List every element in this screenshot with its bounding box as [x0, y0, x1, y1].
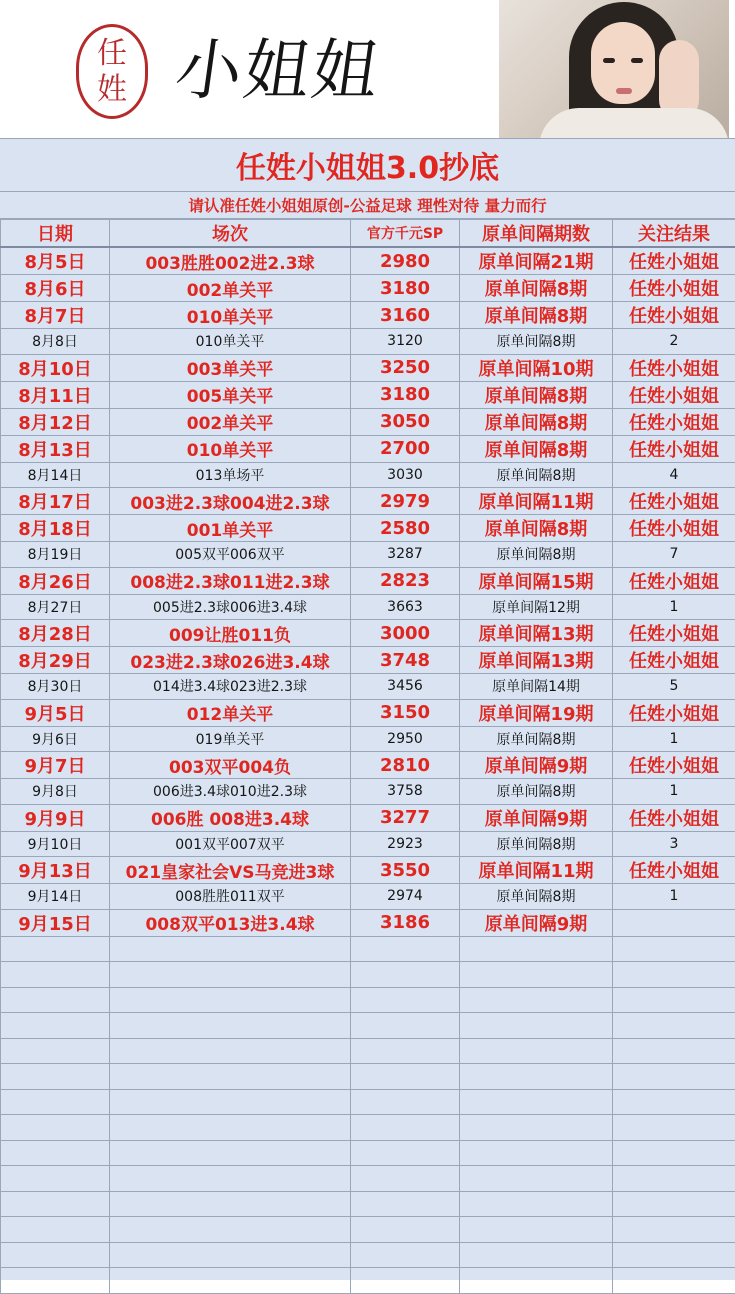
empty-cell [110, 1038, 351, 1064]
empty-row [1, 936, 735, 962]
empty-cell [110, 1217, 351, 1243]
empty-cell [351, 1115, 460, 1141]
empty-row [1, 987, 735, 1013]
empty-cell [613, 936, 735, 962]
cell-sp: 3550 [351, 857, 460, 884]
empty-row [1, 1191, 735, 1217]
empty-cell [613, 1166, 735, 1192]
cell-date: 8月14日 [1, 462, 110, 488]
cell-interval: 原单间隔8期 [460, 831, 613, 857]
empty-cell [110, 936, 351, 962]
cell-match: 009让胜011负 [110, 620, 351, 647]
cell-date: 8月29日 [1, 647, 110, 674]
cell-date: 8月6日 [1, 275, 110, 302]
cell-result: 任姓小姐姐 [613, 488, 735, 515]
cell-match: 008胜胜011双平 [110, 884, 351, 910]
cell-interval: 原单间隔8期 [460, 515, 613, 542]
empty-cell [110, 1191, 351, 1217]
table-row [1, 620, 735, 647]
empty-cell [351, 1140, 460, 1166]
column-header-interval: 原单间隔期数 [460, 220, 613, 248]
empty-cell [460, 1089, 613, 1115]
profile-photo [499, 0, 729, 138]
cell-sp: 3030 [351, 462, 460, 488]
empty-cell [1, 1013, 110, 1039]
table-row [1, 831, 735, 857]
empty-cell [110, 1140, 351, 1166]
cell-sp: 2980 [351, 247, 460, 275]
cell-match: 021皇家社会VS马竞进3球 [110, 857, 351, 884]
empty-row [1, 1268, 735, 1294]
cell-date: 9月5日 [1, 699, 110, 726]
empty-cell [460, 1166, 613, 1192]
empty-cell [1, 962, 110, 988]
cell-date: 8月17日 [1, 488, 110, 515]
cell-match: 019单关平 [110, 726, 351, 752]
cell-result: 1 [613, 594, 735, 620]
cell-result: 任姓小姐姐 [613, 275, 735, 302]
empty-row [1, 1064, 735, 1090]
cell-interval: 原单间隔8期 [460, 381, 613, 408]
cell-match: 010单关平 [110, 329, 351, 355]
cell-match: 003进2.3球004进2.3球 [110, 488, 351, 515]
cell-interval: 原单间隔8期 [460, 462, 613, 488]
cell-date: 9月6日 [1, 726, 110, 752]
cell-sp: 3277 [351, 804, 460, 831]
cell-match: 003胜胜002进2.3球 [110, 247, 351, 275]
table-row [1, 488, 735, 515]
empty-cell [1, 1140, 110, 1166]
cell-match: 002单关平 [110, 275, 351, 302]
cell-interval: 原单间隔8期 [460, 408, 613, 435]
table-header-row [1, 220, 735, 248]
empty-cell [460, 936, 613, 962]
empty-cell [351, 1191, 460, 1217]
empty-cell [1, 1064, 110, 1090]
cell-sp: 3180 [351, 275, 460, 302]
cell-sp: 3150 [351, 699, 460, 726]
table-row [1, 857, 735, 884]
column-header-date: 日期 [1, 220, 110, 248]
cell-sp: 3000 [351, 620, 460, 647]
cell-date: 8月30日 [1, 674, 110, 700]
empty-row [1, 1038, 735, 1064]
cell-result: 任姓小姐姐 [613, 647, 735, 674]
cell-sp: 3758 [351, 779, 460, 805]
cell-sp: 2923 [351, 831, 460, 857]
cell-date: 9月7日 [1, 752, 110, 779]
empty-cell [1, 1115, 110, 1141]
brand-logo-text: 小姐姐 [170, 26, 387, 116]
cell-match: 003双平004负 [110, 752, 351, 779]
column-header-match: 场次 [110, 220, 351, 248]
sheet-title: 任姓小姐姐3.0抄底 [0, 138, 735, 192]
cell-result: 任姓小姐姐 [613, 752, 735, 779]
cell-date: 8月12日 [1, 408, 110, 435]
cell-interval: 原单间隔8期 [460, 275, 613, 302]
empty-cell [460, 1140, 613, 1166]
cell-date: 9月9日 [1, 804, 110, 831]
empty-cell [351, 936, 460, 962]
empty-row [1, 1166, 735, 1192]
empty-cell [351, 1217, 460, 1243]
cell-interval: 原单间隔13期 [460, 647, 613, 674]
cell-sp: 3186 [351, 909, 460, 936]
cell-date: 8月18日 [1, 515, 110, 542]
empty-cell [351, 1089, 460, 1115]
cell-sp: 3748 [351, 647, 460, 674]
empty-cell [613, 1268, 735, 1294]
table-row [1, 354, 735, 381]
seal-char-2: 姓 [97, 72, 127, 108]
empty-cell [110, 1013, 351, 1039]
cell-sp: 2580 [351, 515, 460, 542]
seal-stamp [76, 24, 148, 119]
empty-cell [613, 1089, 735, 1115]
empty-cell [1, 1038, 110, 1064]
table-row [1, 381, 735, 408]
empty-cell [351, 987, 460, 1013]
empty-cell [460, 1064, 613, 1090]
cell-result: 任姓小姐姐 [613, 247, 735, 275]
spreadsheet [0, 138, 735, 1280]
cell-sp: 2810 [351, 752, 460, 779]
empty-cell [613, 1242, 735, 1268]
empty-cell [351, 1166, 460, 1192]
cell-date: 9月8日 [1, 779, 110, 805]
empty-cell [613, 1038, 735, 1064]
empty-cell [1, 987, 110, 1013]
header-banner [0, 0, 735, 138]
empty-cell [110, 1242, 351, 1268]
table-row [1, 275, 735, 302]
table-row [1, 302, 735, 329]
cell-date: 8月7日 [1, 302, 110, 329]
cell-result: 任姓小姐姐 [613, 515, 735, 542]
empty-cell [460, 1191, 613, 1217]
cell-result [613, 909, 735, 936]
cell-interval: 原单间隔9期 [460, 909, 613, 936]
empty-cell [613, 1115, 735, 1141]
table-row [1, 674, 735, 700]
cell-match: 005双平006双平 [110, 542, 351, 568]
empty-cell [1, 1242, 110, 1268]
seal-char-1: 任 [97, 36, 127, 72]
cell-match: 005单关平 [110, 381, 351, 408]
empty-cell [460, 1217, 613, 1243]
cell-interval: 原单间隔8期 [460, 884, 613, 910]
table-row [1, 408, 735, 435]
cell-result: 任姓小姐姐 [613, 699, 735, 726]
cell-result: 4 [613, 462, 735, 488]
cell-match: 010单关平 [110, 435, 351, 462]
cell-result: 3 [613, 831, 735, 857]
empty-cell [1, 1166, 110, 1192]
empty-cell [351, 1013, 460, 1039]
empty-cell [613, 1140, 735, 1166]
table-row [1, 247, 735, 275]
empty-cell [351, 1038, 460, 1064]
cell-interval: 原单间隔9期 [460, 804, 613, 831]
cell-match: 013单场平 [110, 462, 351, 488]
cell-interval: 原单间隔8期 [460, 726, 613, 752]
empty-cell [460, 1115, 613, 1141]
cell-interval: 原单间隔8期 [460, 302, 613, 329]
empty-cell [613, 962, 735, 988]
empty-row [1, 1115, 735, 1141]
empty-cell [460, 1013, 613, 1039]
empty-cell [1, 1191, 110, 1217]
cell-match: 003单关平 [110, 354, 351, 381]
cell-sp: 3287 [351, 542, 460, 568]
column-header-sp: 官方千元SP [351, 220, 460, 248]
table-row [1, 699, 735, 726]
cell-date: 9月10日 [1, 831, 110, 857]
cell-result: 任姓小姐姐 [613, 857, 735, 884]
empty-cell [613, 1217, 735, 1243]
cell-match: 008双平013进3.4球 [110, 909, 351, 936]
cell-interval: 原单间隔8期 [460, 542, 613, 568]
table-row [1, 435, 735, 462]
empty-cell [460, 1268, 613, 1294]
cell-result: 1 [613, 726, 735, 752]
empty-cell [351, 1242, 460, 1268]
empty-cell [1, 1268, 110, 1294]
cell-result: 2 [613, 329, 735, 355]
cell-match: 005进2.3球006进3.4球 [110, 594, 351, 620]
cell-result: 任姓小姐姐 [613, 567, 735, 594]
empty-row [1, 1089, 735, 1115]
cell-sp: 2700 [351, 435, 460, 462]
cell-date: 8月28日 [1, 620, 110, 647]
empty-cell [351, 1268, 460, 1294]
cell-match: 006胜 008进3.4球 [110, 804, 351, 831]
table-row [1, 726, 735, 752]
table-row [1, 909, 735, 936]
cell-match: 008进2.3球011进2.3球 [110, 567, 351, 594]
cell-match: 023进2.3球026进3.4球 [110, 647, 351, 674]
cell-sp: 2974 [351, 884, 460, 910]
empty-cell [460, 987, 613, 1013]
cell-result: 1 [613, 884, 735, 910]
cell-result: 任姓小姐姐 [613, 620, 735, 647]
cell-date: 8月19日 [1, 542, 110, 568]
cell-interval: 原单间隔8期 [460, 779, 613, 805]
cell-interval: 原单间隔11期 [460, 488, 613, 515]
empty-cell [110, 1089, 351, 1115]
cell-match: 002单关平 [110, 408, 351, 435]
empty-cell [613, 1064, 735, 1090]
table-row [1, 594, 735, 620]
cell-sp: 3160 [351, 302, 460, 329]
table-body [1, 247, 735, 1293]
cell-result: 7 [613, 542, 735, 568]
cell-date: 8月11日 [1, 381, 110, 408]
table-row [1, 567, 735, 594]
cell-sp: 3663 [351, 594, 460, 620]
empty-cell [460, 962, 613, 988]
empty-cell [351, 1064, 460, 1090]
cell-match: 012单关平 [110, 699, 351, 726]
cell-interval: 原单间隔12期 [460, 594, 613, 620]
cell-date: 9月14日 [1, 884, 110, 910]
column-header-result: 关注结果 [613, 220, 735, 248]
cell-match: 006进3.4球010进2.3球 [110, 779, 351, 805]
cell-interval: 原单间隔9期 [460, 752, 613, 779]
cell-interval: 原单间隔14期 [460, 674, 613, 700]
empty-cell [460, 1242, 613, 1268]
empty-cell [1, 1089, 110, 1115]
empty-cell [110, 1166, 351, 1192]
cell-sp: 3250 [351, 354, 460, 381]
cell-interval: 原单间隔15期 [460, 567, 613, 594]
cell-result: 任姓小姐姐 [613, 302, 735, 329]
cell-date: 9月13日 [1, 857, 110, 884]
empty-row [1, 1013, 735, 1039]
cell-date: 8月5日 [1, 247, 110, 275]
cell-sp: 2823 [351, 567, 460, 594]
cell-date: 8月13日 [1, 435, 110, 462]
empty-cell [110, 1115, 351, 1141]
cell-interval: 原单间隔11期 [460, 857, 613, 884]
empty-cell [110, 987, 351, 1013]
table-row [1, 779, 735, 805]
cell-result: 任姓小姐姐 [613, 408, 735, 435]
cell-interval: 原单间隔8期 [460, 435, 613, 462]
empty-cell [613, 1191, 735, 1217]
cell-date: 8月8日 [1, 329, 110, 355]
table-row [1, 329, 735, 355]
cell-date: 9月15日 [1, 909, 110, 936]
cell-sp: 3050 [351, 408, 460, 435]
cell-result: 任姓小姐姐 [613, 381, 735, 408]
cell-interval: 原单间隔21期 [460, 247, 613, 275]
empty-cell [351, 962, 460, 988]
cell-sp: 3120 [351, 329, 460, 355]
empty-cell [613, 1013, 735, 1039]
cell-result: 任姓小姐姐 [613, 435, 735, 462]
table-row [1, 647, 735, 674]
cell-date: 8月10日 [1, 354, 110, 381]
cell-result: 任姓小姐姐 [613, 804, 735, 831]
cell-sp: 3456 [351, 674, 460, 700]
cell-date: 8月26日 [1, 567, 110, 594]
table-row [1, 752, 735, 779]
empty-cell [110, 1064, 351, 1090]
cell-match: 014进3.4球023进2.3球 [110, 674, 351, 700]
empty-row [1, 1140, 735, 1166]
cell-interval: 原单间隔19期 [460, 699, 613, 726]
cell-sp: 2950 [351, 726, 460, 752]
cell-sp: 2979 [351, 488, 460, 515]
cell-interval: 原单间隔8期 [460, 329, 613, 355]
empty-cell [460, 1038, 613, 1064]
cell-match: 001单关平 [110, 515, 351, 542]
cell-sp: 3180 [351, 381, 460, 408]
cell-interval: 原单间隔10期 [460, 354, 613, 381]
empty-cell [1, 936, 110, 962]
empty-cell [613, 987, 735, 1013]
empty-row [1, 962, 735, 988]
cell-date: 8月27日 [1, 594, 110, 620]
sheet-subtitle: 请认准任姓小姐姐原创-公益足球 理性对待 量力而行 [0, 192, 735, 219]
cell-result: 5 [613, 674, 735, 700]
results-table [0, 219, 735, 1294]
table-row [1, 542, 735, 568]
empty-cell [110, 962, 351, 988]
empty-cell [110, 1268, 351, 1294]
cell-result: 1 [613, 779, 735, 805]
empty-row [1, 1217, 735, 1243]
table-row [1, 804, 735, 831]
table-row [1, 462, 735, 488]
cell-interval: 原单间隔13期 [460, 620, 613, 647]
empty-cell [1, 1217, 110, 1243]
cell-match: 001双平007双平 [110, 831, 351, 857]
empty-row [1, 1242, 735, 1268]
cell-match: 010单关平 [110, 302, 351, 329]
table-row [1, 515, 735, 542]
cell-result: 任姓小姐姐 [613, 354, 735, 381]
table-row [1, 884, 735, 910]
